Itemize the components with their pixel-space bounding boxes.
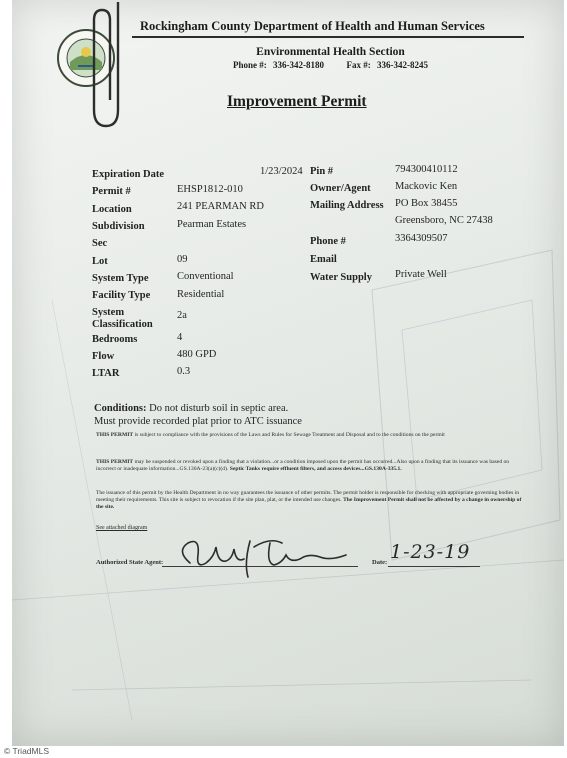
field-value: 4 — [177, 332, 183, 343]
field-value: Mackovic Ken — [395, 181, 458, 192]
agency-name: Rockingham County Department of Health and Human Services — [140, 19, 485, 33]
fine-print-text: may be suspended or revoked upon a finding that a violation...or a condition imposed upon the permit has occurred...Also upon a finding that its issuance was based on incorrect or inadequate information...GS.130A-23(a)(c)(d). — [96, 459, 510, 472]
fine-print-bold-tail: Septic Tanks require effluent filters, and access devices...GS.130A-335.1. — [229, 466, 402, 472]
fax-label: Fax #: — [346, 60, 371, 70]
permit-document — [12, 0, 564, 746]
field-label: Permit # — [92, 186, 131, 197]
field-value: Residential — [177, 289, 225, 300]
handwritten-date: 1-23-19 — [390, 541, 471, 563]
field-label: Mailing Address — [310, 200, 384, 211]
conditions-block — [94, 402, 302, 428]
field-label-line2: Classification — [92, 319, 153, 330]
fine-print-2 — [96, 459, 526, 473]
field-value-line2: Greensboro, NC 27438 — [395, 215, 493, 226]
field-value: Private Well — [395, 269, 447, 280]
fine-print-bold: THIS PERMIT — [96, 432, 134, 438]
fax-value: 336-342-8245 — [377, 60, 428, 70]
field-value: 2a — [177, 310, 187, 321]
field-value: Pearman Estates — [177, 219, 247, 230]
phone-label: Phone #: — [233, 60, 267, 70]
mls-watermark: © TriadMLS — [4, 746, 49, 756]
field-value: 241 PEARMAN RD — [177, 201, 264, 212]
field-label: Location — [92, 204, 132, 215]
field-value: Conventional — [177, 271, 234, 282]
field-value: PO Box 38455 — [395, 198, 458, 209]
field-value: 1/23/2024 — [260, 166, 303, 177]
field-value: 480 GPD — [177, 349, 217, 360]
field-label: LTAR — [92, 368, 120, 379]
phone-value: 336-342-8180 — [273, 60, 324, 70]
date-signature-line — [388, 566, 480, 567]
date-label: Date: — [372, 559, 388, 566]
field-label: Water Supply — [310, 272, 372, 283]
header-rule — [132, 36, 524, 38]
fine-print-bold: The Improvement Permit shall not be affected by a change in ownership of the site. — [96, 497, 522, 510]
field-label-line1: System — [92, 307, 125, 318]
section-name: Environmental Health Section — [256, 46, 405, 58]
fine-print-3 — [96, 490, 526, 511]
conditions-label: Conditions: — [94, 403, 147, 414]
field-label: Phone # — [310, 236, 346, 247]
contact-line — [12, 60, 564, 70]
document-title: Improvement Permit — [227, 93, 367, 110]
field-label: Email — [310, 254, 337, 265]
fine-print-text: is subject to compliance with the provisions of the Laws and Rules for Sewage Treatment and Disposal and to the conditions on the permit — [134, 432, 445, 438]
field-label: Expiration Date — [92, 169, 165, 180]
field-label — [92, 307, 153, 331]
field-label: Pin # — [310, 166, 334, 177]
field-label: Facility Type — [92, 290, 151, 301]
field-value: 3364309507 — [395, 233, 448, 244]
field-label: Subdivision — [92, 221, 145, 232]
field-value: EHSP1812-010 — [177, 184, 243, 195]
agent-signature-icon — [170, 533, 360, 581]
field-value: 794300410112 — [395, 164, 458, 175]
field-value: 09 — [177, 254, 188, 265]
field-label: Bedrooms — [92, 334, 138, 345]
conditions-line2: Must provide recorded plat prior to ATC issuance — [94, 416, 302, 427]
agent-label: Authorized State Agent: — [96, 559, 164, 566]
field-label: Flow — [92, 351, 115, 362]
field-label: Owner/Agent — [310, 183, 371, 194]
fine-print-text: The issuance of this permit by the Health Department in no way guarantees the issuance of other permits. The permit holder is responsible for checking with appropriate governing bodies in meeting their requirements. This site is subject to revocation if the site plan, plat, or the intended use changes. — [96, 490, 520, 503]
conditions-line1: Do not disturb soil in septic area. — [149, 403, 289, 414]
fine-print-1 — [96, 432, 526, 439]
field-label: Sec — [92, 238, 108, 249]
field-value: 0.3 — [177, 366, 191, 377]
field-label: Lot — [92, 256, 108, 267]
fine-print-bold: THIS PERMIT — [96, 459, 134, 465]
field-label: System Type — [92, 273, 149, 284]
see-attached-diagram-link[interactable]: See attached diagram — [96, 525, 148, 531]
